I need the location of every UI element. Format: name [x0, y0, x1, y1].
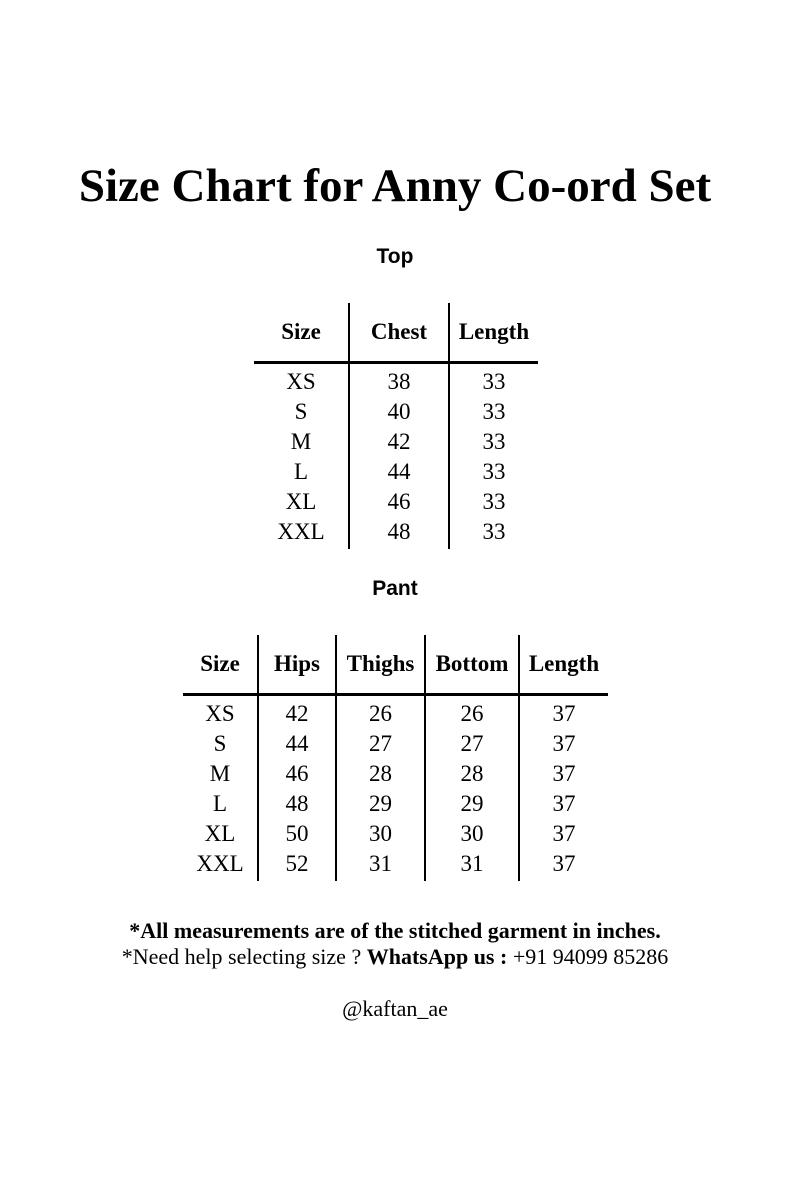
- table-cell: XS: [286, 369, 316, 394]
- help-note-prefix: *Need help selecting size ?: [121, 944, 367, 969]
- table-cell: 48: [349, 517, 449, 549]
- top-column-header: Length: [449, 303, 538, 363]
- pant-column-header: Thighs: [336, 635, 425, 695]
- table-cell: 31: [425, 849, 519, 881]
- pant-section-heading: Pant: [372, 577, 418, 600]
- table-cell: 33: [449, 427, 538, 457]
- table-cell: 30: [336, 819, 425, 849]
- table-cell: 40: [349, 397, 449, 427]
- pant-column-header: Size: [200, 651, 240, 676]
- table-cell: 33: [449, 363, 538, 398]
- top-size-table: [254, 303, 538, 549]
- table-row: [254, 397, 538, 427]
- pant-header-row: [183, 635, 608, 695]
- table-cell: 44: [349, 457, 449, 487]
- table-row: [183, 849, 608, 881]
- table-cell: 33: [449, 397, 538, 427]
- table-cell: 30: [425, 819, 519, 849]
- table-cell: 46: [349, 487, 449, 517]
- table-cell: 42: [258, 695, 336, 730]
- table-cell: XXL: [196, 851, 244, 876]
- table-row: [254, 457, 538, 487]
- table-row: [183, 789, 608, 819]
- table-cell: 31: [336, 849, 425, 881]
- table-row: [254, 487, 538, 517]
- table-cell: M: [209, 761, 231, 786]
- table-row: [183, 729, 608, 759]
- table-cell: 44: [258, 729, 336, 759]
- top-section-heading: Top: [376, 245, 414, 268]
- table-row: [183, 819, 608, 849]
- table-row: [254, 517, 538, 549]
- pant-size-table: [183, 635, 608, 881]
- table-cell: XL: [285, 489, 317, 514]
- table-cell: 37: [519, 789, 608, 819]
- table-cell: 50: [258, 819, 336, 849]
- table-cell: S: [294, 399, 308, 424]
- table-cell: XXL: [277, 519, 325, 544]
- table-row: [254, 427, 538, 457]
- table-cell: 28: [336, 759, 425, 789]
- table-cell: 26: [336, 695, 425, 730]
- table-row: [183, 759, 608, 789]
- help-note: [0, 943, 790, 971]
- table-cell: 33: [449, 517, 538, 549]
- brand-handle: @kaftan_ae: [342, 996, 448, 1021]
- top-header-row: [254, 303, 538, 363]
- table-cell: M: [290, 429, 312, 454]
- whatsapp-label: WhatsApp us :: [366, 944, 513, 969]
- table-cell: 28: [425, 759, 519, 789]
- whatsapp-phone: +91 94099 85286: [512, 944, 669, 969]
- pant-column-header: Length: [519, 635, 608, 695]
- pant-column-header: Hips: [258, 635, 336, 695]
- table-cell: XS: [205, 701, 235, 726]
- pant-column-header: Bottom: [425, 635, 519, 695]
- top-column-header: Size: [281, 319, 321, 344]
- table-cell: XL: [204, 821, 236, 846]
- measurement-note: [0, 917, 790, 945]
- table-cell: 29: [425, 789, 519, 819]
- table-cell: L: [212, 791, 228, 816]
- table-cell: 37: [519, 819, 608, 849]
- table-cell: 27: [336, 729, 425, 759]
- table-cell: 27: [425, 729, 519, 759]
- table-cell: 29: [336, 789, 425, 819]
- table-row: [183, 695, 608, 730]
- table-cell: L: [293, 459, 309, 484]
- top-column-header: Chest: [349, 303, 449, 363]
- table-cell: 37: [519, 695, 608, 730]
- table-cell: 46: [258, 759, 336, 789]
- table-row: [254, 363, 538, 398]
- page-title: Size Chart for Anny Co-ord Set: [78, 160, 712, 212]
- table-cell: S: [213, 731, 227, 756]
- measurement-note-text: *All measurements are of the stitched garment in inches.: [129, 918, 661, 943]
- table-cell: 33: [449, 487, 538, 517]
- table-cell: 37: [519, 849, 608, 881]
- table-cell: 37: [519, 759, 608, 789]
- table-cell: 26: [425, 695, 519, 730]
- table-cell: 42: [349, 427, 449, 457]
- table-cell: 33: [449, 457, 538, 487]
- table-cell: 37: [519, 729, 608, 759]
- table-cell: 48: [258, 789, 336, 819]
- table-cell: 38: [349, 363, 449, 398]
- table-cell: 52: [258, 849, 336, 881]
